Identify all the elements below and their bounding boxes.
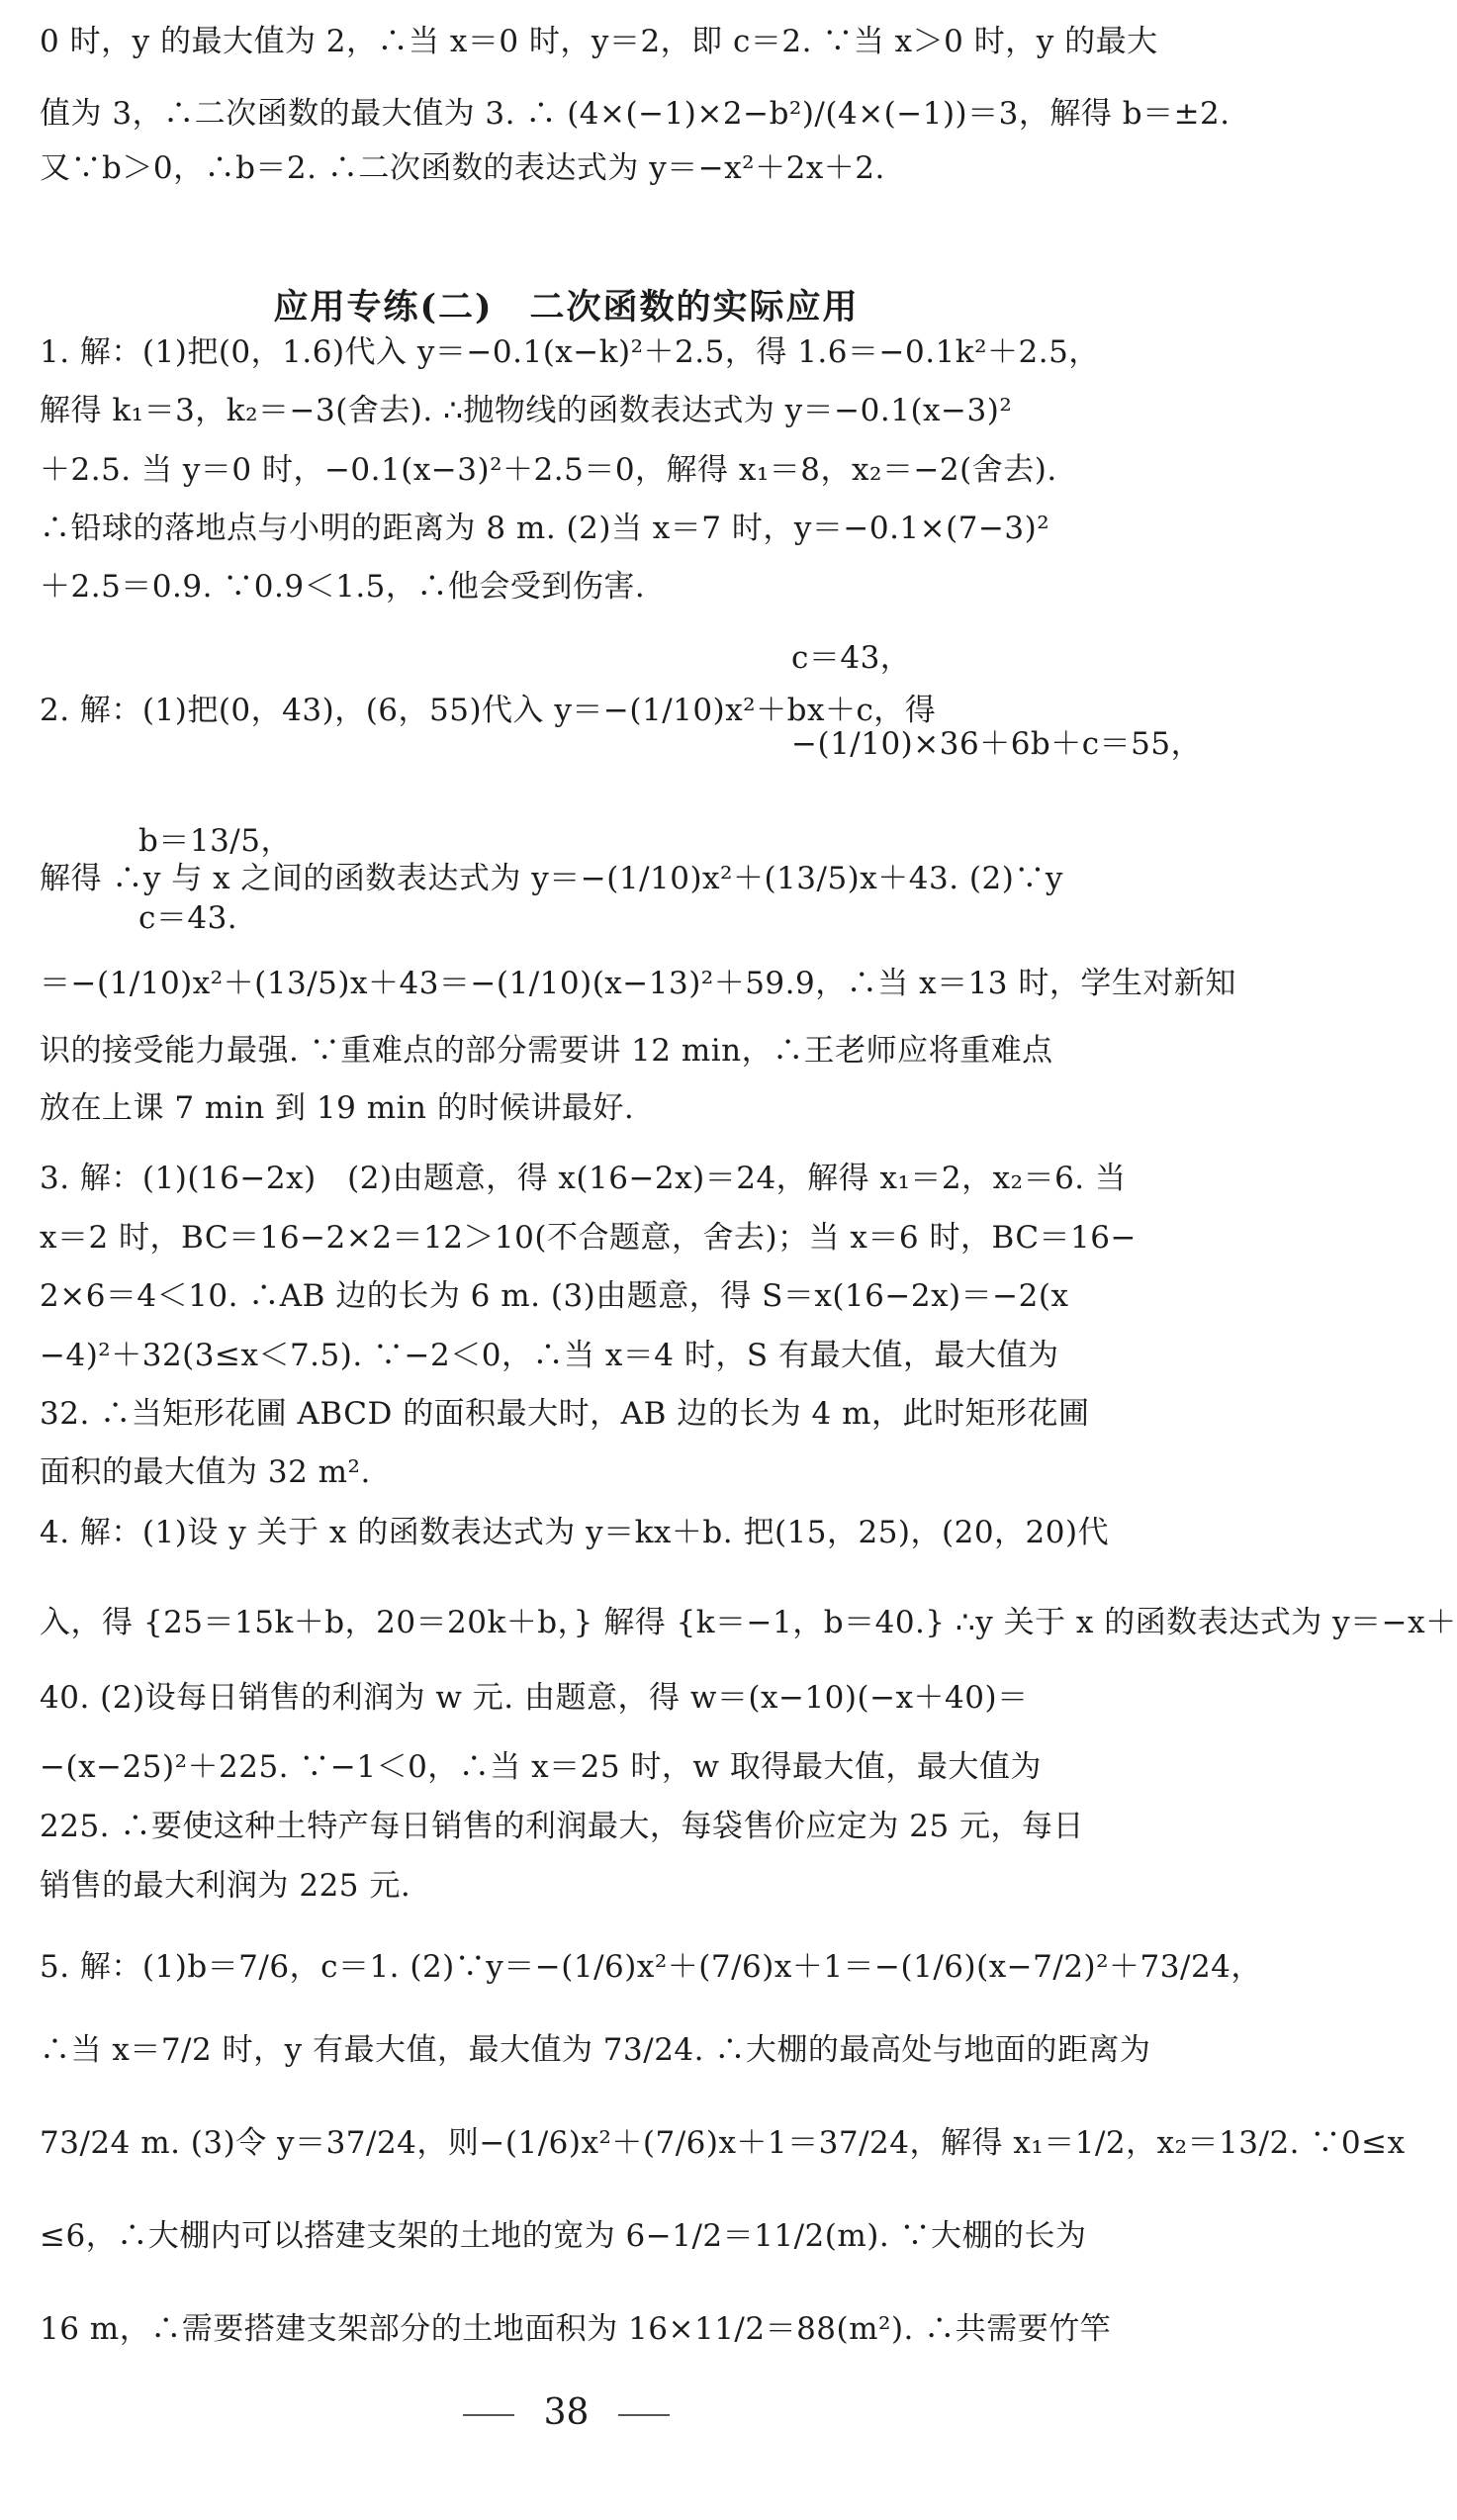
text-line: 2. 解：(1)把(0，43)，(6，55)代入 y＝−(1/10)x²＋bx＋c，得 [40, 693, 937, 728]
text-line: −4)²＋32(3≤x＜7.5). ∵−2＜0，∴当 x＝4 时，S 有最大值，最大值为 [40, 1338, 1059, 1373]
text-line: 4. 解：(1)设 y 关于 x 的函数表达式为 y＝kx＋b. 把(15，25)，(20，20)代 [40, 1515, 1110, 1550]
text-line: ≤6，∴大棚内可以搭建支架的土地的宽为 6−1/2＝11/2(m). ∵大棚的长为 [40, 2218, 1087, 2254]
text-line: 销售的最大利润为 225 元. [40, 1868, 411, 1904]
text-line: 5. 解：(1)b＝7/6，c＝1. (2)∵y＝−(1/6)x²＋(7/6)x＋1＝−(1/6)(x−7/2)²＋73/24， [40, 1949, 1262, 1985]
text-line: ＋2.5＝0.9. ∵0.9＜1.5，∴他会受到伤害. [40, 569, 646, 605]
text-line: b＝13/5， [138, 823, 292, 859]
section-title: 应用专练(二) 二次函数的实际应用 [273, 287, 860, 327]
text-line: −(x−25)²＋225. ∵−1＜0，∴当 x＝25 时，w 取得最大值，最大值为 [40, 1749, 1042, 1785]
text-line: 3. 解：(1)(16−2x) (2)由题意，得 x(16−2x)＝24，解得 x₁＝2，x₂＝6. 当 [40, 1161, 1127, 1196]
text-line: 16 m，∴需要搭建支架部分的土地面积为 16×11/2＝88(m²). ∴共需要竹竿 [40, 2311, 1112, 2347]
footer-dash-right [618, 2414, 670, 2416]
text-line: 73/24 m. (3)令 y＝37/24，则−(1/6)x²＋(7/6)x＋1＝37/24，解得 x₁＝1/2，x₂＝13/2. ∵0≤x [40, 2125, 1406, 2161]
text-line: −(1/10)×36＋6b＋c＝55， [791, 726, 1203, 762]
text-line: 2×6＝4＜10. ∴AB 边的长为 6 m. (3)由题意，得 S＝x(16−2x)＝−2(x [40, 1278, 1069, 1314]
text-line: ＝−(1/10)x²＋(13/5)x＋43＝−(1/10)(x−13)²＋59.9，∴当 x＝13 时，学生对新知 [40, 966, 1236, 1001]
text-line: 放在上课 7 min 到 19 min 的时候讲最好. [40, 1090, 635, 1126]
page-footer [0, 2392, 1133, 2433]
footer-dash-left [463, 2414, 514, 2416]
text-line: 40. (2)设每日销售的利润为 w 元. 由题意，得 w＝(x−10)(−x＋40)＝ [40, 1680, 1029, 1716]
text-line: 225. ∴要使这种土特产每日销售的利润最大，每袋售价应定为 25 元，每日 [40, 1809, 1085, 1844]
text-line: ∴当 x＝7/2 时，y 有最大值，最大值为 73/24. ∴大棚的最高处与地面的距离为 [40, 2032, 1151, 2068]
text-line: c＝43. [138, 900, 238, 936]
text-line: 0 时，y 的最大值为 2，∴当 x＝0 时，y＝2，即 c＝2. ∵当 x＞0 时，y 的最大 [40, 24, 1158, 59]
text-line: 识的接受能力最强. ∵重难点的部分需要讲 12 min，∴王老师应将重难点 [40, 1033, 1053, 1069]
text-line: ＋2.5. 当 y＝0 时，−0.1(x−3)²＋2.5＝0，解得 x₁＝8，x₂＝−2(舍去). [40, 452, 1057, 488]
text-line: c＝43， [791, 640, 912, 676]
text-line: 解得 k₁＝3，k₂＝−3(舍去). ∴抛物线的函数表达式为 y＝−0.1(x−3)² [40, 393, 1013, 428]
text-line: 1. 解：(1)把(0，1.6)代入 y＝−0.1(x−k)²＋2.5，得 1.6＝−0.1k²＋2.5， [40, 334, 1100, 370]
text-line: 32. ∴当矩形花圃 ABCD 的面积最大时，AB 边的长为 4 m，此时矩形花圃 [40, 1396, 1090, 1432]
text-line: 又∵b＞0，∴b＝2. ∴二次函数的表达式为 y＝−x²＋2x＋2. [40, 150, 885, 186]
text-line: 值为 3，∴二次函数的最大值为 3. ∴ (4×(−1)×2−b²)/(4×(−1))＝3，解得 b＝±2. [40, 96, 1230, 132]
text-line: x＝2 时，BC＝16−2×2＝12＞10(不合题意，舍去)；当 x＝6 时，BC＝16− [40, 1220, 1137, 1256]
page-number: 38 [543, 2392, 590, 2433]
text-line: 面积的最大值为 32 m². [40, 1454, 371, 1490]
text-line: 入，得 {25＝15k＋b，20＝20k＋b，} 解得 {k＝−1，b＝40.} ∴y 关于 x 的函数表达式为 y＝−x＋ [40, 1605, 1457, 1640]
text-line: 解得 ∴y 与 x 之间的函数表达式为 y＝−(1/10)x²＋(13/5)x＋43. (2)∵y [40, 861, 1063, 896]
text-line: ∴铅球的落地点与小明的距离为 8 m. (2)当 x＝7 时，y＝−0.1×(7−3)² [40, 511, 1050, 546]
